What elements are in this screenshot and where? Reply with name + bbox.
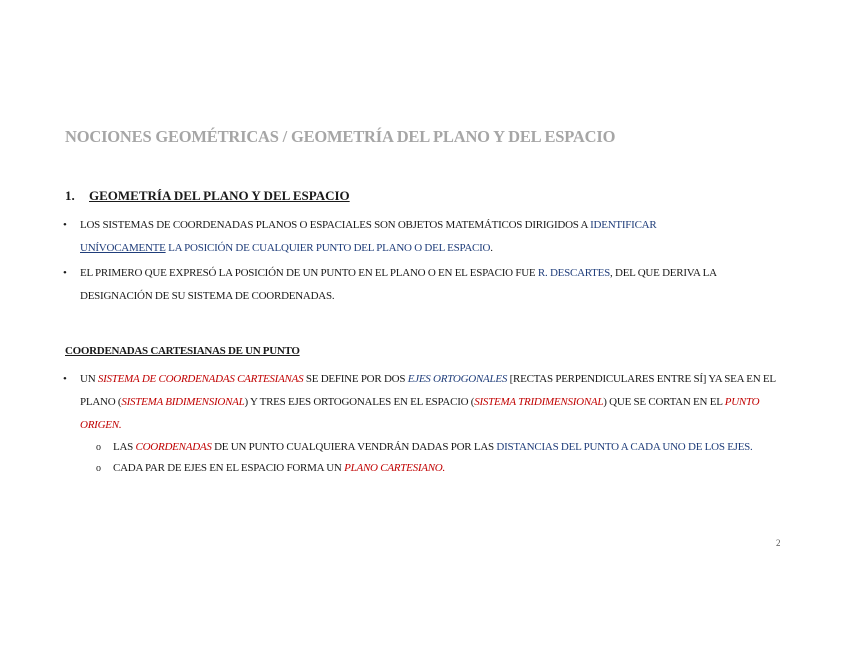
section-number: 1. — [65, 188, 75, 203]
bullet-text: LAS — [113, 441, 136, 453]
bullet-list — [63, 214, 778, 308]
emphasis-text: PLANO CARTESIANO — [344, 462, 443, 474]
bullet-item — [63, 262, 778, 308]
section-heading — [65, 188, 350, 204]
emphasis-text: COORDENADAS — [135, 441, 212, 453]
bullet-text: . — [490, 242, 493, 254]
bullet-text: . — [442, 462, 446, 474]
bullet-text: UN — [80, 373, 98, 385]
highlight-text: R. DESCARTES — [537, 267, 610, 279]
bullet-item — [63, 214, 778, 260]
bullet-text: LOS SISTEMAS DE COORDENADAS PLANOS O ESPACIALES SON OBJETOS MATEMÁTICOS DIRIGIDOS A — [80, 219, 591, 231]
bullet-text: ) Y TRES EJES ORTOGONALES EN EL ESPACIO ( — [244, 396, 475, 408]
bullet-text: [RECTAS PERPENDICULARES ENTRE SÍ] YA SEA EN EL PLANO ( — [80, 373, 776, 408]
section-title: GEOMETRÍA DEL PLANO Y DEL ESPACIO — [89, 188, 350, 203]
sub-bullet-list — [96, 440, 776, 476]
emphasis-text: SISTEMA TRIDIMENSIONAL — [474, 396, 604, 408]
emphasis-text: SISTEMA BIDIMENSIONAL — [121, 396, 245, 408]
page-number: 2 — [776, 538, 781, 548]
bullet-text: ) QUE SE CORTAN EN EL — [603, 396, 725, 408]
bullet-text: , DEL QUE DERIVA LA DESIGNACIÓN DE SU SISTEMA DE COORDENADAS. — [80, 267, 717, 302]
highlight-text: IDENTIFICAR — [590, 219, 657, 231]
bullet-item — [63, 368, 778, 437]
bullet-text: EL PRIMERO QUE EXPRESÓ LA POSICIÓN DE UN PUNTO EN EL PLANO O EN EL ESPACIO FUE — [80, 267, 538, 279]
highlight-text: UNÍVOCAMENTE — [80, 242, 166, 254]
emphasis-text: PUNTO ORIGEN — [80, 396, 760, 431]
bullet-text: . — [750, 441, 753, 453]
highlight-text: DISTANCIAS DEL PUNTO A CADA UNO DE LOS EJES — [496, 441, 751, 453]
bullet-text: . — [118, 419, 122, 431]
subsection-heading: COORDENADAS CARTESIANAS DE UN PUNTO — [65, 345, 300, 357]
bullet-list — [63, 368, 778, 437]
highlight-text: EJES ORTOGONALES — [407, 373, 508, 385]
page-title: NOCIONES GEOMÉTRICAS / GEOMETRÍA DEL PLANO Y DEL ESPACIO — [65, 127, 616, 146]
bullet-text: DE UN PUNTO CUALQUIERA VENDRÁN DADAS POR LAS — [211, 441, 497, 453]
highlight-text: LA POSICIÓN DE CUALQUIER PUNTO DEL PLANO O DEL ESPACIO — [165, 242, 491, 254]
bullet-text: CADA PAR DE EJES EN EL ESPACIO FORMA UN — [113, 462, 345, 474]
sub-bullet-item — [96, 440, 776, 455]
sub-bullet-item — [96, 461, 776, 476]
bullet-text: SE DEFINE POR DOS — [303, 373, 408, 385]
emphasis-text: SISTEMA DE COORDENADAS CARTESIANAS — [97, 373, 304, 385]
